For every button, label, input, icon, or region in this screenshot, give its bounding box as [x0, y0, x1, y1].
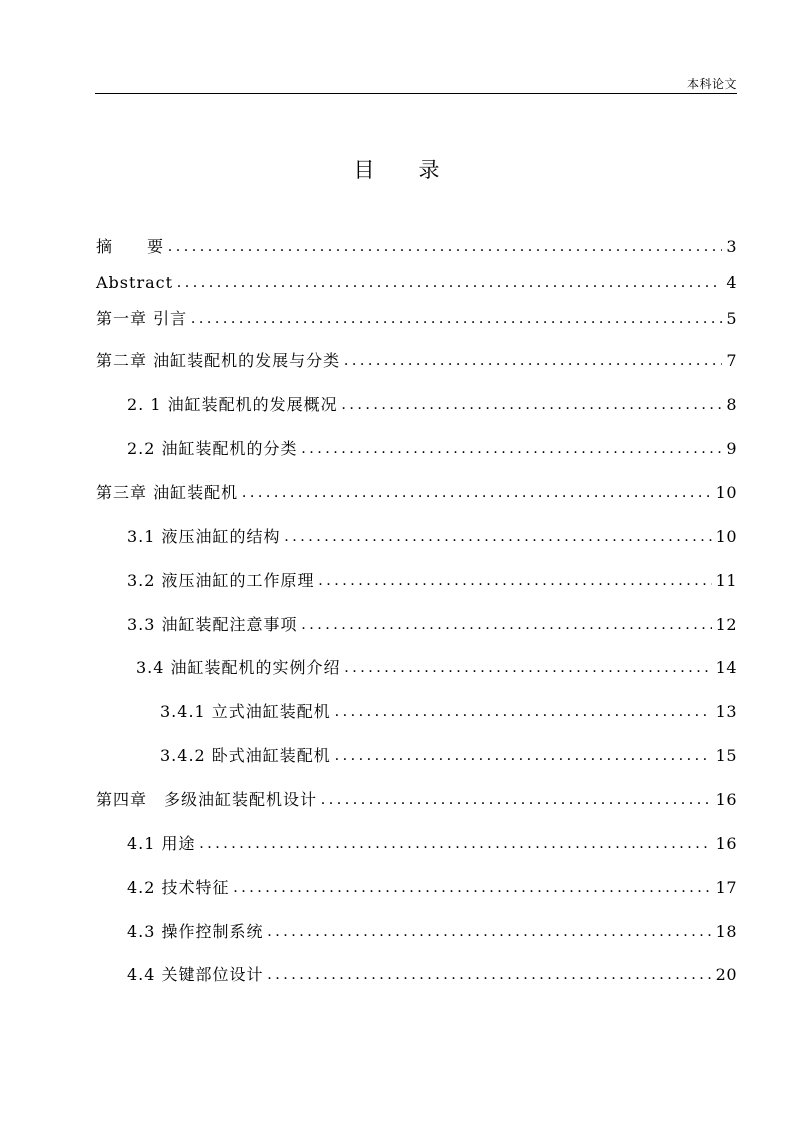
toc-entry-page: 16	[715, 790, 737, 809]
toc-entry-section-3-4[interactable]	[136, 657, 737, 679]
toc-entry-label: 3.4.2 卧式油缸装配机	[160, 746, 331, 765]
toc-entry-chapter-2[interactable]	[96, 350, 737, 372]
toc-entry-page: 10	[715, 527, 737, 546]
toc-entry-chapter-1[interactable]	[96, 308, 737, 330]
toc-leader-dots	[319, 570, 712, 592]
page-title	[0, 156, 793, 184]
toc-entry-page: 15	[715, 746, 737, 765]
toc-entry-label: 4.2 技术特征	[127, 878, 230, 897]
toc-entry-label: 摘 要	[96, 237, 165, 256]
toc-leader-dots	[285, 526, 712, 548]
toc-leader-dots	[168, 236, 722, 258]
toc-entry-label: 4.4 关键部位设计	[127, 965, 264, 984]
toc-leader-dots	[344, 350, 722, 372]
toc-entry-label: 第一章 引言	[96, 309, 188, 328]
title-char-1: 目	[353, 158, 375, 182]
toc-entry-section-4-4[interactable]	[127, 964, 737, 986]
toc-entry-page: 14	[715, 658, 737, 677]
toc-entry-label: 2. 1 油缸装配机的发展概况	[127, 395, 338, 414]
toc-leader-dots	[335, 745, 712, 767]
toc-entry-page: 11	[715, 571, 737, 590]
toc-entry-section-3-3[interactable]	[127, 614, 737, 636]
toc-entry-section-3-4-1[interactable]	[160, 701, 737, 723]
toc-entry-page: 7	[726, 351, 737, 370]
toc-entry-label: 2.2 油缸装配机的分类	[127, 439, 298, 458]
toc-entry-abstract-cn[interactable]	[96, 236, 737, 258]
toc-leader-dots	[335, 701, 712, 723]
toc-entry-section-4-2[interactable]	[127, 877, 737, 899]
toc-entry-page: 18	[715, 922, 737, 941]
toc-entry-page: 10	[715, 483, 737, 502]
toc-leader-dots	[177, 272, 722, 294]
toc-entry-page: 16	[715, 834, 737, 853]
toc-leader-dots	[302, 614, 712, 636]
toc-entry-label: 3.2 液压油缸的工作原理	[127, 571, 315, 590]
toc-leader-dots	[268, 921, 712, 943]
toc-entry-label: 4.1 用途	[127, 834, 196, 853]
toc-entry-page: 4	[726, 273, 737, 292]
toc-entry-page: 8	[726, 395, 737, 414]
toc-entry-page: 3	[726, 237, 737, 256]
toc-leader-dots	[200, 833, 712, 855]
toc-leader-dots	[234, 877, 712, 899]
toc-leader-dots	[345, 657, 712, 679]
toc-entry-section-3-4-2[interactable]	[160, 745, 737, 767]
toc-leader-dots	[268, 964, 712, 986]
toc-entry-label: 3.4 油缸装配机的实例介绍	[136, 658, 341, 677]
toc-leader-dots	[191, 308, 722, 330]
toc-entry-chapter-3[interactable]	[96, 482, 737, 504]
toc-leader-dots	[242, 482, 712, 504]
toc-entry-section-2-1[interactable]	[127, 394, 737, 416]
toc-entry-label: 3.1 液压油缸的结构	[127, 527, 281, 546]
header-text: 本科论文	[686, 77, 737, 91]
toc-entry-page: 9	[726, 439, 737, 458]
toc-entry-label: 第四章 多级油缸装配机设计	[96, 790, 318, 809]
toc-entry-section-3-2[interactable]	[127, 570, 737, 592]
toc-entry-section-4-3[interactable]	[127, 921, 737, 943]
toc-leader-dots	[342, 394, 723, 416]
title-char-2: 录	[418, 158, 440, 182]
toc-entry-page: 5	[726, 309, 737, 328]
toc-leader-dots	[302, 438, 723, 460]
toc-entry-label: 第二章 油缸装配机的发展与分类	[96, 351, 341, 370]
toc-entry-section-3-1[interactable]	[127, 526, 737, 548]
toc-entry-section-2-2[interactable]	[127, 438, 737, 460]
toc-entry-abstract-en[interactable]	[96, 272, 737, 294]
toc-entry-chapter-4[interactable]	[96, 789, 737, 811]
page-header	[95, 0, 737, 94]
toc-leader-dots	[321, 789, 712, 811]
toc-entry-page: 20	[715, 965, 737, 984]
toc-entry-section-4-1[interactable]	[127, 833, 737, 855]
toc-entry-label: 4.3 操作控制系统	[127, 922, 264, 941]
toc-entry-label: Abstract	[96, 273, 174, 292]
toc-entry-page: 12	[715, 615, 737, 634]
toc-entry-label: 3.3 油缸装配注意事项	[127, 615, 298, 634]
toc-entry-label: 第三章 油缸装配机	[96, 483, 239, 502]
toc-entry-page: 13	[715, 702, 737, 721]
toc-entry-page: 17	[715, 878, 737, 897]
toc-entry-label: 3.4.1 立式油缸装配机	[160, 702, 331, 721]
